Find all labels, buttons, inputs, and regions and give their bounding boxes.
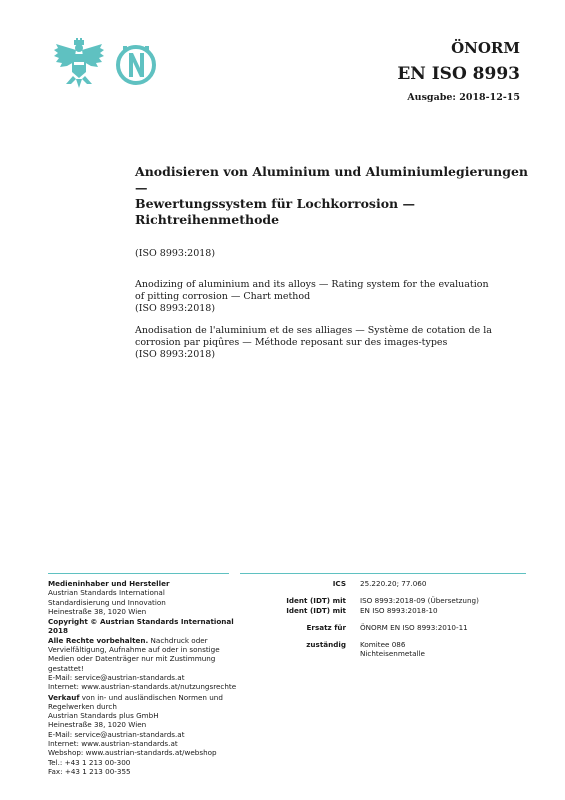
imprint — [48, 579, 238, 777]
committee-name: Nichteisenmetalle — [360, 649, 425, 659]
english-title — [135, 279, 530, 315]
replaces-row — [240, 623, 526, 632]
logo-group — [52, 38, 162, 90]
sales-internet: Internet: www.austrian-standards.at — [48, 739, 178, 749]
ident-value: EN ISO 8993:2018-10 — [360, 605, 438, 615]
sales-line: Regelwerken durch — [48, 701, 117, 711]
standard-label: ÖNORM — [451, 39, 520, 57]
french-title — [135, 325, 530, 361]
publisher-line: Heinestraße 38, 1020 Wien — [48, 606, 147, 616]
german-title-line1: Anodisieren von Aluminium und Aluminiumlegierungen — — [135, 164, 528, 195]
rights-line: Medien oder Datenträger nur mit Zustimmung — [48, 654, 216, 664]
publisher-section — [48, 579, 238, 616]
title-block — [135, 164, 530, 361]
french-title-line1: Anodisation de l'aluminium et de ses alliages — Système de cotation de la — [135, 325, 492, 336]
austrian-eagle-emblem — [54, 38, 104, 88]
replaces-label: Ersatz für — [306, 622, 346, 632]
english-title-ref: (ISO 8993:2018) — [135, 303, 216, 314]
sales-phone: Tel.: +43 1 213 00-300 — [48, 757, 131, 767]
sales-line: Heinestraße 38, 1020 Wien — [48, 720, 147, 730]
english-title-line1: Anodizing of aluminium and its alloys — Rating system for the evaluation — [135, 279, 489, 290]
german-title — [135, 164, 530, 228]
ident-value: ISO 8993:2018-09 (Übersetzung) — [360, 596, 479, 606]
iso-reference: (ISO 8993:2018) — [135, 248, 216, 259]
french-title-line2: corrosion par piqûres — Méthode reposant sur des images-types — [135, 337, 448, 348]
rights-line: gestattet! — [48, 663, 84, 673]
sales-webshop: Webshop: www.austrian-standards.at/webshop — [48, 748, 217, 758]
sales-text: von in- und ausländischen Normen und — [79, 692, 223, 702]
ident-row — [240, 596, 526, 605]
publisher-heading: Medieninhaber und Hersteller — [48, 579, 170, 588]
copyright-section — [48, 617, 238, 691]
french-title-ref: (ISO 8993:2018) — [135, 349, 216, 360]
divider-right — [240, 573, 526, 574]
divider-left — [48, 573, 229, 574]
sales-bold: Verkauf — [48, 692, 80, 702]
responsible-label: zuständig — [306, 640, 346, 650]
metadata — [240, 579, 526, 659]
ics-value: 25.220.20; 77.060 — [360, 579, 427, 588]
standard-number: EN ISO 8993 — [397, 64, 520, 84]
issue-date: Ausgabe: 2018-12-15 — [407, 92, 520, 103]
responsible-value — [360, 640, 526, 659]
sales-line: Austrian Standards plus GmbH — [48, 711, 159, 721]
sales-email: E-Mail: service@austrian-standards.at — [48, 729, 185, 739]
ics-label: ICS — [332, 579, 346, 588]
ics-row — [240, 579, 526, 588]
publisher-line: Austrian Standards International — [48, 588, 165, 598]
responsible-row — [240, 640, 526, 659]
logo-svg — [52, 38, 162, 90]
sales-section — [48, 693, 238, 777]
ident-label: Ident (IDT) mit — [286, 596, 346, 606]
rights-internet: Internet: www.austrian-standards.at/nutzungsrechte — [48, 682, 237, 692]
onorm-logo — [118, 46, 154, 83]
english-title-line2: of pitting corrosion — Chart method — [135, 291, 311, 302]
rights-bold: Alle Rechte vorbehalten. — [48, 635, 149, 645]
rights-text: Nachdruck oder — [148, 635, 208, 645]
rights-email: E-Mail: service@austrian-standards.at — [48, 672, 185, 682]
sales-fax: Fax: +43 1 213 00-355 — [48, 766, 131, 776]
ident-label: Ident (IDT) mit — [286, 605, 346, 615]
document-header — [397, 38, 520, 103]
publisher-line: Standardisierung und Innovation — [48, 597, 166, 607]
committee-number: Komitee 086 — [360, 640, 406, 650]
ident-row — [240, 606, 526, 615]
rights-line: Vervielfältigung, Aufnahme auf oder in sonstige — [48, 645, 220, 655]
german-title-line2: Bewertungssystem für Lochkorrosion — Richtreihenmethode — [135, 196, 415, 227]
replaces-value: ÖNORM EN ISO 8993:2010-11 — [360, 622, 468, 632]
copyright-heading: Copyright © Austrian Standards International 2018 — [48, 617, 234, 636]
